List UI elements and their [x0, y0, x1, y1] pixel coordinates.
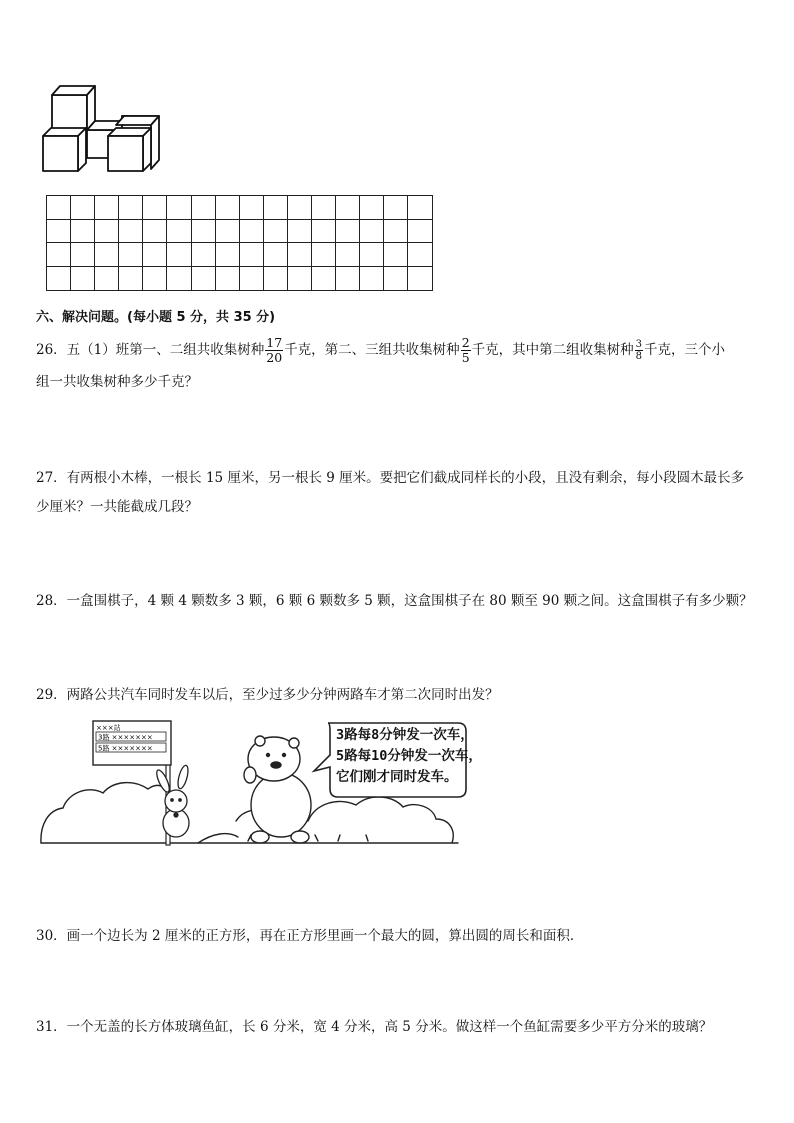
sign-title: ×××站 — [96, 724, 121, 732]
grid-cell — [263, 196, 287, 220]
grid-cell — [408, 196, 432, 220]
bubble-line-3: 它们刚才同时发车。 — [336, 769, 458, 785]
grid-cell — [239, 243, 263, 267]
grid-cell — [95, 267, 119, 291]
grid-cell — [336, 219, 360, 243]
grid-row — [47, 267, 433, 291]
question-29: 29．两路公共汽车同时发车以后，至少过多少分钟两路车才第二次同时出发？ — [36, 687, 499, 703]
grid-cell — [287, 267, 311, 291]
question-26: 26．五（1）班第一、二组共收集树种 $\frac{17}{20}$ 千克，第二、三组共收集树种 $\frac{2}{5}$ 千克，其中第二组收集树种 $\frac{3}{8}$ 千克，三个小 — [36, 335, 726, 365]
grid-cell — [360, 196, 384, 220]
grid-row — [47, 219, 433, 243]
grid-row — [47, 196, 433, 220]
grid-cell — [215, 243, 239, 267]
grid-cell — [71, 243, 95, 267]
grid-cell — [312, 243, 336, 267]
grid-cell — [191, 219, 215, 243]
rabbit-icon — [154, 764, 190, 837]
grid-cell — [119, 267, 143, 291]
grid-cell — [167, 267, 191, 291]
grid-cell — [312, 196, 336, 220]
grid-row — [47, 243, 433, 267]
grid-cell — [384, 243, 408, 267]
grid-cell — [47, 196, 71, 220]
sign-row-5: 5路 ××××××× — [98, 744, 153, 753]
grid-cell — [167, 196, 191, 220]
sign-row-3: 3路 ××××××× — [98, 733, 153, 742]
question-27-line-2: 少厘米？一共能截成几段？ — [36, 499, 198, 515]
grid-cell — [215, 219, 239, 243]
grid-cell — [336, 267, 360, 291]
grid-cell — [143, 219, 167, 243]
fraction-3-8: $\frac{3}{8}$ — [635, 339, 643, 362]
grid-cell — [287, 196, 311, 220]
grid-cell — [215, 196, 239, 220]
grid-cell — [312, 267, 336, 291]
grid-cell — [384, 196, 408, 220]
grid-cell — [384, 267, 408, 291]
grid-cell — [47, 243, 71, 267]
question-28: 28．一盒围棋子，4 颗 4 颗数多 3 颗，6 颗 6 颗数多 5 颗，这盒围棋子在 80 颗至 90 颗之间。这盒围棋子有多少颗？ — [36, 593, 753, 609]
question-26-line-2: 组一共收集树种多少千克？ — [36, 374, 198, 390]
grid-cell — [360, 243, 384, 267]
grid-cell — [408, 243, 432, 267]
grid-cell — [408, 219, 432, 243]
bear-icon — [244, 736, 311, 843]
grid-cell — [287, 219, 311, 243]
bubble-line-1: 3路每8分钟发一次车， — [336, 727, 474, 743]
grid-cell — [47, 267, 71, 291]
grid-cell — [71, 219, 95, 243]
grid-cell — [408, 267, 432, 291]
question-30: 30．画一个边长为 2 厘米的正方形，再在正方形里画一个最大的圆，算出圆的周长和面积． — [36, 928, 584, 944]
grid-cell — [143, 267, 167, 291]
grid-cell — [239, 219, 263, 243]
fraction-17-20: $\frac{17}{20}$ — [266, 335, 283, 365]
grid-cell — [239, 196, 263, 220]
grid-cell — [191, 243, 215, 267]
grid-cell — [119, 219, 143, 243]
grid-cell — [263, 219, 287, 243]
grid-cell — [143, 196, 167, 220]
grid-cell — [95, 243, 119, 267]
grid-cell — [191, 267, 215, 291]
grid-cell — [95, 219, 119, 243]
grid-cell — [167, 219, 191, 243]
grid-cell — [95, 196, 119, 220]
grid-cell — [119, 243, 143, 267]
grid-cell — [119, 196, 143, 220]
grid-cell — [263, 267, 287, 291]
cube-figure — [38, 80, 168, 175]
grid-cell — [336, 243, 360, 267]
grid-cell — [239, 267, 263, 291]
section-title: 六、解决问题。(每小题 5 分，共 35 分) — [36, 310, 276, 325]
question-31: 31．一个无盖的长方体玻璃鱼缸，长 6 分米，宽 4 分米，高 5 分米。做这样一个鱼缸需要多少平方分米的玻璃？ — [36, 1019, 713, 1035]
grid-cell — [71, 267, 95, 291]
grid-cell — [167, 243, 191, 267]
grid-cell — [215, 267, 239, 291]
bubble-line-2: 5路每10分钟发一次车， — [336, 748, 482, 764]
grid-cell — [71, 196, 95, 220]
grid-cell — [143, 243, 167, 267]
grid-cell — [263, 243, 287, 267]
grid-cell — [336, 196, 360, 220]
question-27: 27．有两根小木棒，一根长 15 厘米，另一根长 9 厘米。要把它们截成同样长的小段，且没有剩余，每小段圆木最长多 — [36, 470, 745, 486]
grid-cell — [384, 219, 408, 243]
grid-cell — [360, 219, 384, 243]
grid-cell — [287, 243, 311, 267]
grid-cell — [312, 219, 336, 243]
answer-grid — [46, 195, 433, 291]
grid-cell — [47, 219, 71, 243]
grid-cell — [360, 267, 384, 291]
grid-cell — [191, 196, 215, 220]
fraction-2-5: $\frac{2}{5}$ — [461, 335, 470, 365]
